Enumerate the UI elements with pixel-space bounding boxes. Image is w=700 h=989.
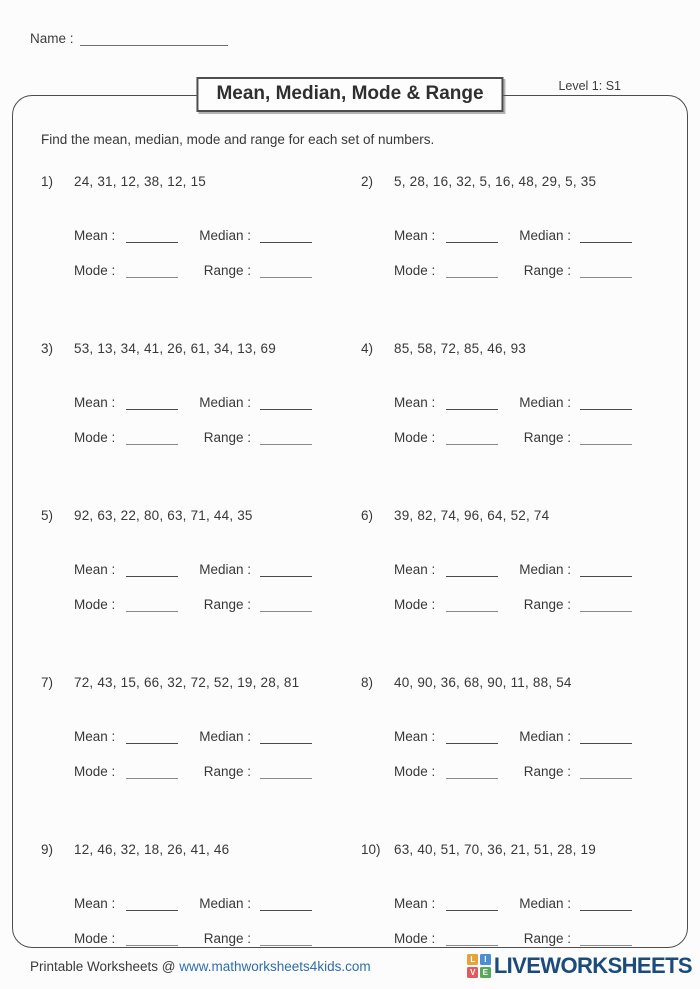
median-blank[interactable] xyxy=(580,560,632,577)
mode-label: Mode : xyxy=(74,430,116,445)
mean-label: Mean : xyxy=(74,395,116,410)
mean-median-row xyxy=(394,556,659,577)
mean-label: Mean : xyxy=(394,562,436,577)
problem-number: 7) xyxy=(41,675,54,690)
mode-blank[interactable] xyxy=(126,261,178,278)
mean-blank[interactable] xyxy=(126,894,178,911)
mode-range-row xyxy=(74,925,339,946)
range-blank[interactable] xyxy=(580,929,632,946)
problem-head xyxy=(361,675,659,690)
number-set: 40, 90, 36, 68, 90, 11, 88, 54 xyxy=(394,675,572,690)
mean-blank[interactable] xyxy=(126,226,178,243)
answers xyxy=(74,723,339,779)
mean-blank[interactable] xyxy=(126,393,178,410)
footer-credit xyxy=(30,959,371,974)
level-tag: Level 1: S1 xyxy=(552,79,627,93)
mode-label: Mode : xyxy=(394,597,436,612)
mode-range-row xyxy=(394,758,659,779)
mean-blank[interactable] xyxy=(446,393,498,410)
median-label: Median : xyxy=(199,896,251,911)
problem-6 xyxy=(361,508,659,626)
mean-median-row xyxy=(74,389,339,410)
mean-median-row xyxy=(394,890,659,911)
problem-8 xyxy=(361,675,659,793)
mean-label: Mean : xyxy=(74,228,116,243)
range-blank[interactable] xyxy=(580,595,632,612)
problem-head xyxy=(361,174,659,189)
range-blank[interactable] xyxy=(260,428,312,445)
mode-blank[interactable] xyxy=(126,428,178,445)
worksheet-frame xyxy=(12,79,688,948)
problem-head xyxy=(41,842,339,857)
number-set: 53, 13, 34, 41, 26, 61, 34, 13, 69 xyxy=(74,341,276,356)
liveworksheets-wordmark: LIVEWORKSHEETS xyxy=(493,953,692,978)
mean-label: Mean : xyxy=(394,729,436,744)
median-label: Median : xyxy=(199,562,251,577)
range-label: Range : xyxy=(523,263,571,278)
range-label: Range : xyxy=(203,931,251,946)
mode-label: Mode : xyxy=(394,764,436,779)
problem-head xyxy=(41,174,339,189)
problem-head xyxy=(41,675,339,690)
problems-grid xyxy=(41,174,659,960)
number-set: 72, 43, 15, 66, 32, 72, 52, 19, 28, 81 xyxy=(74,675,300,690)
footer xyxy=(30,953,692,979)
mode-range-row xyxy=(394,257,659,278)
mode-blank[interactable] xyxy=(446,929,498,946)
problem-number: 2) xyxy=(361,174,374,189)
problem-number: 6) xyxy=(361,508,374,523)
mode-label: Mode : xyxy=(74,597,116,612)
median-blank[interactable] xyxy=(260,393,312,410)
range-blank[interactable] xyxy=(260,595,312,612)
median-label: Median : xyxy=(519,562,571,577)
median-blank[interactable] xyxy=(580,894,632,911)
answers xyxy=(74,890,339,946)
mode-range-row xyxy=(394,424,659,445)
logo-square-e: E xyxy=(480,967,491,978)
median-blank[interactable] xyxy=(260,226,312,243)
logo-square-i: I xyxy=(480,954,491,965)
answers xyxy=(74,389,339,445)
median-label: Median : xyxy=(519,228,571,243)
range-label: Range : xyxy=(203,430,251,445)
answers xyxy=(74,222,339,278)
name-label: Name : xyxy=(30,31,74,46)
problem-3 xyxy=(41,341,339,459)
worksheet-title: Mean, Median, Mode & Range xyxy=(196,77,503,112)
mean-label: Mean : xyxy=(394,896,436,911)
mode-blank[interactable] xyxy=(126,929,178,946)
mean-blank[interactable] xyxy=(446,226,498,243)
number-set: 24, 31, 12, 38, 12, 15 xyxy=(74,174,207,189)
mode-blank[interactable] xyxy=(446,595,498,612)
problem-head xyxy=(361,508,659,523)
number-set: 39, 82, 74, 96, 64, 52, 74 xyxy=(394,508,550,523)
range-label: Range : xyxy=(203,764,251,779)
mean-median-row xyxy=(394,389,659,410)
problem-number: 4) xyxy=(361,341,374,356)
range-blank[interactable] xyxy=(580,428,632,445)
range-blank[interactable] xyxy=(580,261,632,278)
mode-blank[interactable] xyxy=(446,261,498,278)
mode-label: Mode : xyxy=(394,931,436,946)
answers xyxy=(394,723,659,779)
mode-range-row xyxy=(74,424,339,445)
problem-4 xyxy=(361,341,659,459)
mode-range-row xyxy=(74,257,339,278)
problem-number: 8) xyxy=(361,675,374,690)
range-blank[interactable] xyxy=(260,762,312,779)
problem-5 xyxy=(41,508,339,626)
number-set: 5, 28, 16, 32, 5, 16, 48, 29, 5, 35 xyxy=(394,174,597,189)
mean-median-row xyxy=(394,222,659,243)
number-set: 63, 40, 51, 70, 36, 21, 51, 28, 19 xyxy=(394,842,596,857)
problem-head xyxy=(361,842,659,857)
range-label: Range : xyxy=(203,597,251,612)
mode-blank[interactable] xyxy=(446,762,498,779)
mean-blank[interactable] xyxy=(126,560,178,577)
mode-label: Mode : xyxy=(74,764,116,779)
median-label: Median : xyxy=(199,729,251,744)
logo-square-v: V xyxy=(467,967,478,978)
problem-head xyxy=(41,341,339,356)
mean-median-row xyxy=(74,556,339,577)
mode-range-row xyxy=(394,591,659,612)
answers xyxy=(394,890,659,946)
problem-1 xyxy=(41,174,339,292)
median-label: Median : xyxy=(519,395,571,410)
mean-label: Mean : xyxy=(74,562,116,577)
mean-blank[interactable] xyxy=(446,727,498,744)
mode-blank[interactable] xyxy=(446,428,498,445)
name-row xyxy=(30,31,228,46)
median-label: Median : xyxy=(519,729,571,744)
mode-label: Mode : xyxy=(74,931,116,946)
mode-blank[interactable] xyxy=(126,595,178,612)
problem-number: 10) xyxy=(361,842,381,857)
range-label: Range : xyxy=(523,764,571,779)
name-input-line[interactable] xyxy=(80,31,228,46)
worksheets-link[interactable]: www.mathworksheets4kids.com xyxy=(179,958,371,974)
median-blank[interactable] xyxy=(580,226,632,243)
range-blank[interactable] xyxy=(260,261,312,278)
median-label: Median : xyxy=(199,395,251,410)
range-label: Range : xyxy=(523,931,571,946)
median-blank[interactable] xyxy=(580,393,632,410)
mean-median-row xyxy=(394,723,659,744)
range-blank[interactable] xyxy=(580,762,632,779)
liveworksheets-grid-icon xyxy=(467,954,491,978)
mean-label: Mean : xyxy=(74,896,116,911)
problem-2 xyxy=(361,174,659,292)
problem-number: 5) xyxy=(41,508,54,523)
problem-10 xyxy=(361,842,659,960)
answers xyxy=(394,389,659,445)
problem-number: 1) xyxy=(41,174,54,189)
mode-label: Mode : xyxy=(394,263,436,278)
number-set: 85, 58, 72, 85, 46, 93 xyxy=(394,341,527,356)
median-blank[interactable] xyxy=(580,727,632,744)
problem-number: 3) xyxy=(41,341,54,356)
mode-range-row xyxy=(394,925,659,946)
mean-median-row xyxy=(74,890,339,911)
median-label: Median : xyxy=(199,228,251,243)
mean-blank[interactable] xyxy=(126,727,178,744)
mean-blank[interactable] xyxy=(446,894,498,911)
answers xyxy=(394,556,659,612)
range-blank[interactable] xyxy=(260,929,312,946)
footer-credit-prefix: Printable Worksheets @ xyxy=(30,958,180,974)
mean-median-row xyxy=(74,723,339,744)
median-blank[interactable] xyxy=(260,894,312,911)
range-label: Range : xyxy=(523,597,571,612)
range-label: Range : xyxy=(203,263,251,278)
answers xyxy=(74,556,339,612)
mode-range-row xyxy=(74,758,339,779)
problem-7 xyxy=(41,675,339,793)
median-blank[interactable] xyxy=(260,560,312,577)
mean-label: Mean : xyxy=(394,395,436,410)
problem-number: 9) xyxy=(41,842,54,857)
instruction-text: Find the mean, median, mode and range for each set of numbers. xyxy=(41,132,435,147)
median-label: Median : xyxy=(519,896,571,911)
mean-blank[interactable] xyxy=(446,560,498,577)
problem-head xyxy=(41,508,339,523)
mode-blank[interactable] xyxy=(126,762,178,779)
problem-9 xyxy=(41,842,339,960)
mode-range-row xyxy=(74,591,339,612)
mean-median-row xyxy=(74,222,339,243)
number-set: 92, 63, 22, 80, 63, 71, 44, 35 xyxy=(74,508,253,523)
problem-head xyxy=(361,341,659,356)
mode-label: Mode : xyxy=(74,263,116,278)
answers xyxy=(394,222,659,278)
number-set: 12, 46, 32, 18, 26, 41, 46 xyxy=(74,842,230,857)
worksheet-content xyxy=(13,96,687,960)
logo-square-l: L xyxy=(467,954,478,965)
mode-label: Mode : xyxy=(394,430,436,445)
range-label: Range : xyxy=(523,430,571,445)
mean-label: Mean : xyxy=(394,228,436,243)
median-blank[interactable] xyxy=(260,727,312,744)
mean-label: Mean : xyxy=(74,729,116,744)
liveworksheets-logo xyxy=(467,953,692,979)
